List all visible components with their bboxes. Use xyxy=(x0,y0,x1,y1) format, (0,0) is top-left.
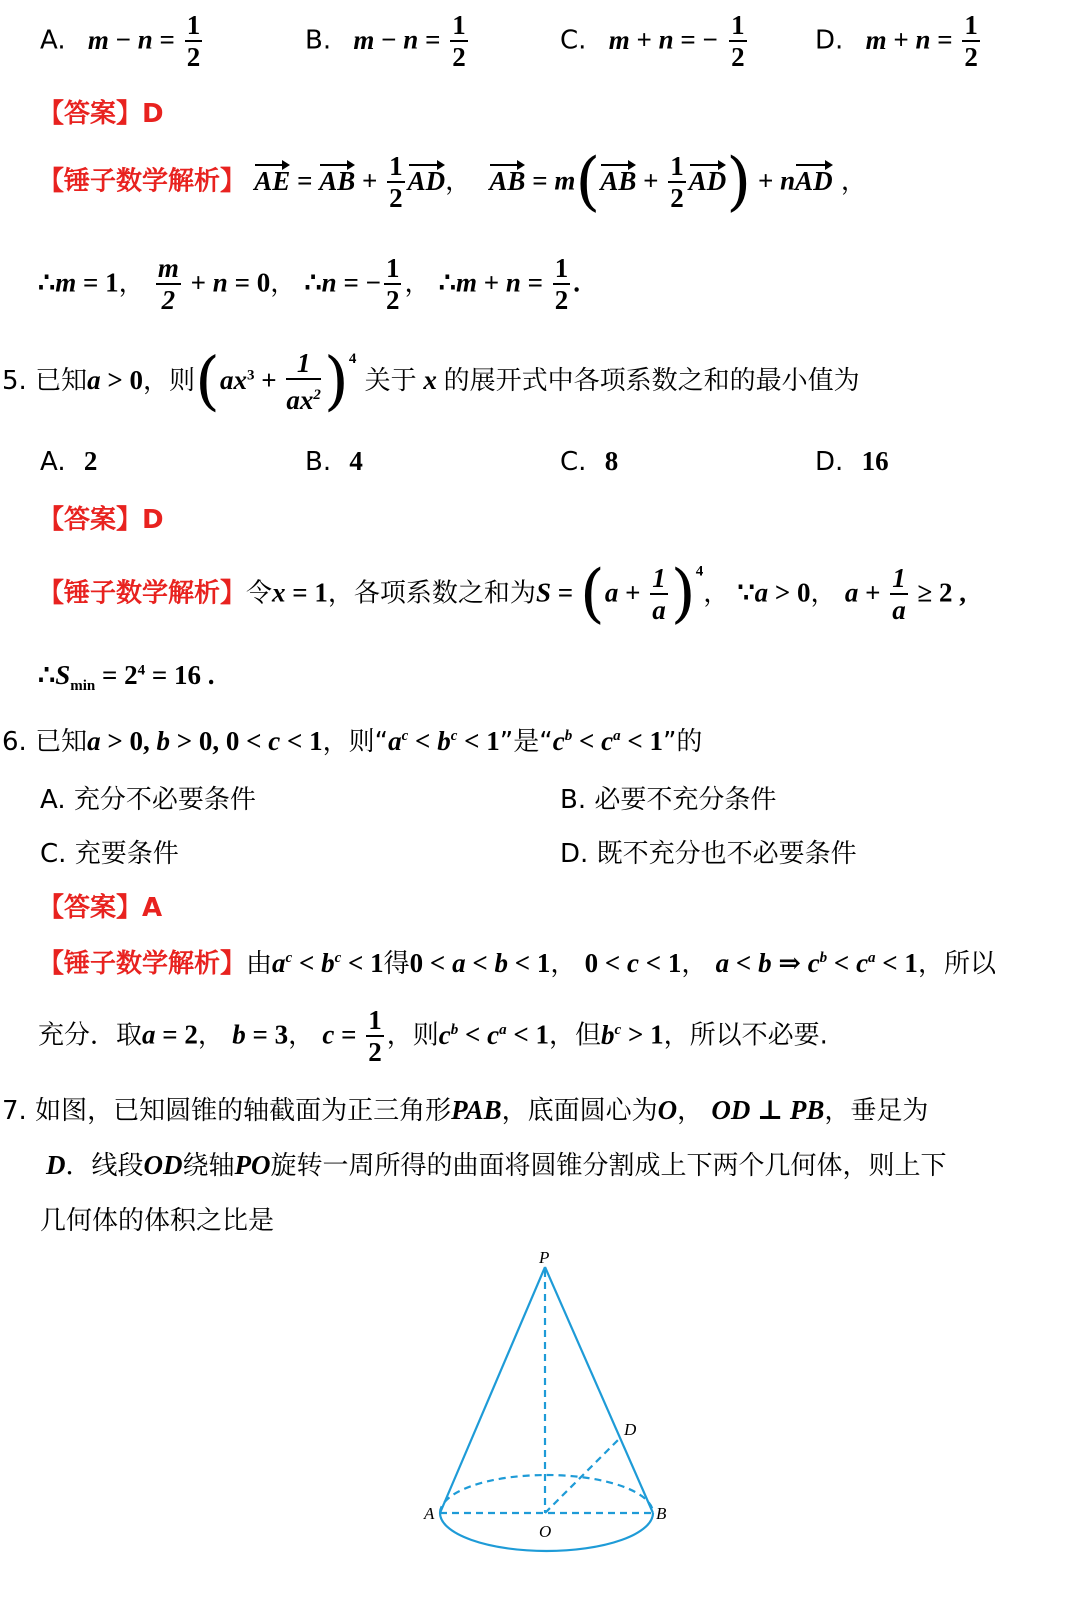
q5-answer: 【答案】D xyxy=(38,505,164,535)
q7-stem-line1: 7. 如图，已知圆锥的轴截面为正三角形PAB，底面圆心为O， OD ⊥ PB，垂足为 xyxy=(2,1095,929,1126)
q6-analysis-line1: 【锤子数学解析】由$a^c < b^c < 1$得0 < a < b < 1， 0 < c < 1， a < b ⇒ $c^b < c^a < 1$，所以 xyxy=(38,948,996,979)
q6-option-d[interactable]: D. 既不充分也不必要条件 xyxy=(560,839,857,869)
q4-option-b[interactable]: B. m − n = $\frac{1}{2}$ xyxy=(305,10,466,72)
q6-analysis-line2: 充分．取a = 2， b = 3， c = $\frac{1}{2}$ ，则$c^b < c^a < 1$，但$b^c > 1$，所以不必要. xyxy=(38,1005,828,1067)
q5-option-c[interactable]: C. 8 xyxy=(560,446,619,477)
q5-option-a[interactable]: A. 2 xyxy=(40,446,98,477)
q5-stem: 5. 已知a > 0，则($ax^3$ + $\frac{1}{ax^2}$ )$^4$ 关于 x 的展开式中各项系数之和的最小值为 xyxy=(2,344,860,419)
cone-figure xyxy=(410,1245,680,1575)
q7-stem-line3: 几何体的体积之比是 xyxy=(40,1206,275,1236)
q4-answer: 【答案】D xyxy=(38,99,164,129)
label-b: B xyxy=(656,1504,667,1523)
q4-analysis-line1: 【锤子数学解析】 AE = AB + $\frac{1}{2}$ AD， AB = m(AB + $\frac{1}{2}$ AD) + nAD ， xyxy=(38,145,867,219)
label-p: P xyxy=(539,1248,550,1267)
q6-option-b[interactable]: B. 必要不充分条件 xyxy=(560,785,777,815)
q4-option-d[interactable]: D. m + n = $\frac{1}{2}$ xyxy=(815,10,978,72)
cone-lines xyxy=(440,1267,653,1551)
q7-stem-line2: D．线段OD绕轴PO旋转一周所得的曲面将圆锥分割成上下两个几何体，则上下 xyxy=(46,1150,947,1181)
q4-analysis-line2: ∴m = 1， $\frac{m}{2}$ + n = 0， ∴n = − $\frac{1}{2}$ ， ∴m + n = $\frac{1}{2}$ . xyxy=(38,253,581,315)
q5-analysis-line1: 【锤子数学解析】令x = 1，各项系数之和为S = (a + $\frac{1}{a}$ )$^4$， ∵a > 0， a + $\frac{1}{a}$ ≥ 2 , xyxy=(38,557,967,631)
q4-option-c[interactable]: C. m + n = − $\frac{1}{2}$ xyxy=(560,10,745,72)
base-back-arc xyxy=(440,1475,653,1513)
q6-option-a[interactable]: A. 充分不必要条件 xyxy=(40,785,256,815)
q5-analysis-line2: $\therefore S_{min} = 2^4 = 16$ . xyxy=(38,660,215,695)
label-o: O xyxy=(539,1522,552,1541)
q5-option-d[interactable]: D. 16 xyxy=(815,446,889,477)
segment-od xyxy=(545,1438,620,1513)
q6-answer: 【答案】A xyxy=(38,893,163,923)
q5-option-b[interactable]: B. 4 xyxy=(305,446,363,477)
label-d: D xyxy=(624,1420,637,1439)
q6-option-c[interactable]: C. 充要条件 xyxy=(40,839,179,869)
q6-stem: 6. 已知a > 0, b > 0, 0 < c < 1，则“$a^c < b^c < 1$”是“$c^b < c^a < 1$”的 xyxy=(2,726,703,757)
q4-option-a[interactable]: A. m − n = $\frac{1}{2}$ xyxy=(40,10,201,72)
label-a: A xyxy=(424,1504,435,1523)
